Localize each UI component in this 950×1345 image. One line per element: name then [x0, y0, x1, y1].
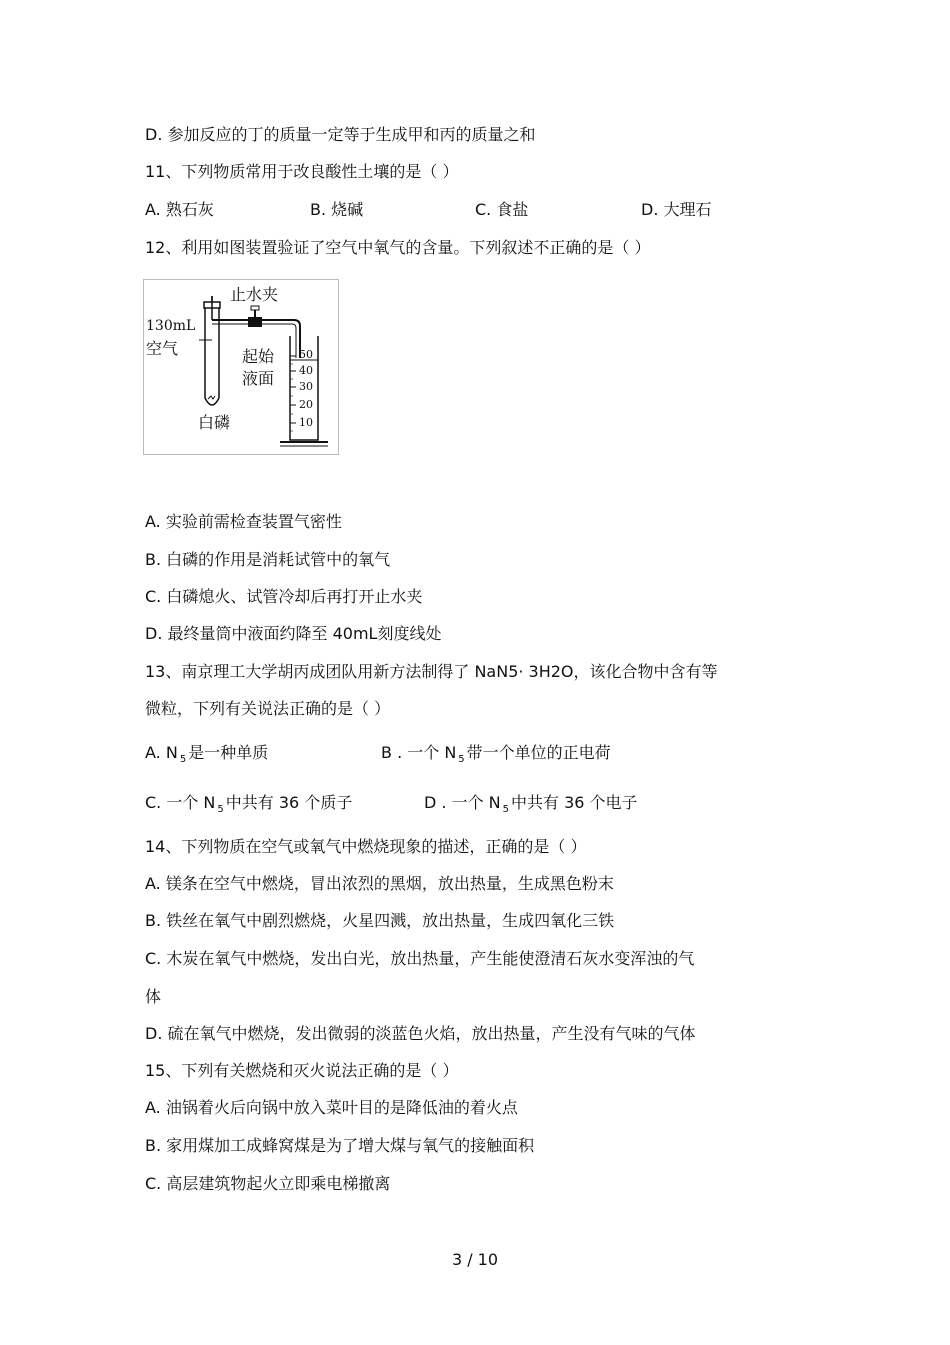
option-text: 带一个单位的正电荷 — [466, 743, 611, 762]
option-d: D. 大理石 — [641, 200, 712, 219]
question-15-option-a: A. 油锅着火后向锅中放入菜叶目的是降低油的着火点 — [145, 1098, 518, 1117]
subscript: 5 — [458, 754, 465, 765]
subscript: 5 — [502, 804, 510, 815]
question-13-option-b — [381, 743, 611, 766]
question-13-option-c — [145, 793, 352, 816]
question-14: 14、下列物质在空气或氧气中燃烧现象的描述，正确的是（ ） — [145, 837, 587, 856]
question-12-option-a: A. 实验前需检查装置气密性 — [145, 512, 342, 531]
air-label: 空气 — [146, 339, 179, 358]
option-text: 中共有 36 个电子 — [511, 793, 638, 812]
question-11: 11、下列物质常用于改良酸性土壤的是（ ） — [145, 162, 459, 181]
option-c: C. 食盐 — [475, 200, 529, 219]
question-11-options — [145, 200, 795, 220]
option-text: 中共有 36 个质子 — [225, 793, 353, 812]
question-13-option-a — [145, 743, 268, 766]
question-13-line-1: 13、南京理工大学胡丙成团队用新方法制得了 NaN5· 3H2O，该化合物中含有等 — [145, 662, 718, 681]
page-number: 3 / 10 — [451, 1250, 499, 1269]
question-14-option-a: A. 镁条在空气中燃烧，冒出浓烈的黑烟，放出热量，生成黑色粉末 — [145, 874, 614, 893]
option-b: B. 烧碱 — [310, 200, 364, 219]
question-14-option-c-line-2: 体 — [145, 987, 162, 1006]
initial-level-label-1: 起始 — [242, 347, 275, 366]
volume-label: 130mL — [146, 318, 196, 334]
question-15-option-c: C. 高层建筑物起火立即乘电梯撤离 — [145, 1174, 391, 1193]
question-12-option-b: B. 白磷的作用是消耗试管中的氧气 — [145, 550, 391, 569]
option-a: A. 熟石灰 — [145, 200, 214, 219]
option-text: A. N — [145, 743, 178, 762]
question-12-option-d: D. 最终量筒中液面约降至 40mL刻度线处 — [145, 624, 442, 643]
subscript: 5 — [217, 804, 224, 815]
question-13-line-2: 微粒，下列有关说法正确的是（ ） — [145, 699, 391, 718]
option-text: C. 一个 N — [145, 793, 216, 812]
option-text: D . 一个 N — [424, 793, 501, 812]
tick-label-40: 40 — [299, 364, 313, 377]
clamp-label: 止水夹 — [230, 285, 279, 304]
question-12-option-c: C. 白磷熄火、试管冷却后再打开止水夹 — [145, 587, 423, 606]
tick-label-30: 30 — [299, 380, 313, 393]
initial-level-label-2: 液面 — [242, 369, 275, 388]
apparatus-figure — [143, 279, 339, 455]
subscript: 5 — [179, 754, 187, 765]
tick-label-50: 50 — [299, 348, 313, 361]
question-13-option-d — [424, 793, 638, 816]
tick-label-10: 10 — [299, 416, 313, 429]
option-text: B . 一个 N — [381, 743, 457, 762]
white-phosphorus-label: 白磷 — [198, 413, 231, 432]
question-14-option-d: D. 硫在氧气中燃烧，发出微弱的淡蓝色火焰，放出热量，产生没有气味的气体 — [145, 1024, 696, 1043]
question-15-option-b: B. 家用煤加工成蜂窝煤是为了增大煤与氧气的接触面积 — [145, 1136, 535, 1155]
option-text: 是一种单质 — [188, 743, 269, 762]
question-12: 12、利用如图装置验证了空气中氧气的含量。下列叙述不正确的是（ ） — [145, 238, 651, 257]
question-10-option-d: D. 参加反应的丁的质量一定等于生成甲和丙的质量之和 — [145, 125, 536, 144]
tick-label-20: 20 — [299, 398, 313, 411]
question-14-option-c-line-1: C. 木炭在氧气中燃烧，发出白光，放出热量，产生能使澄清石灰水变浑浊的气 — [145, 949, 695, 968]
question-14-option-b: B. 铁丝在氧气中剧烈燃烧，火星四溅，放出热量，生成四氧化三铁 — [145, 911, 615, 930]
question-15: 15、下列有关燃烧和灭火说法正确的是（ ） — [145, 1061, 459, 1080]
